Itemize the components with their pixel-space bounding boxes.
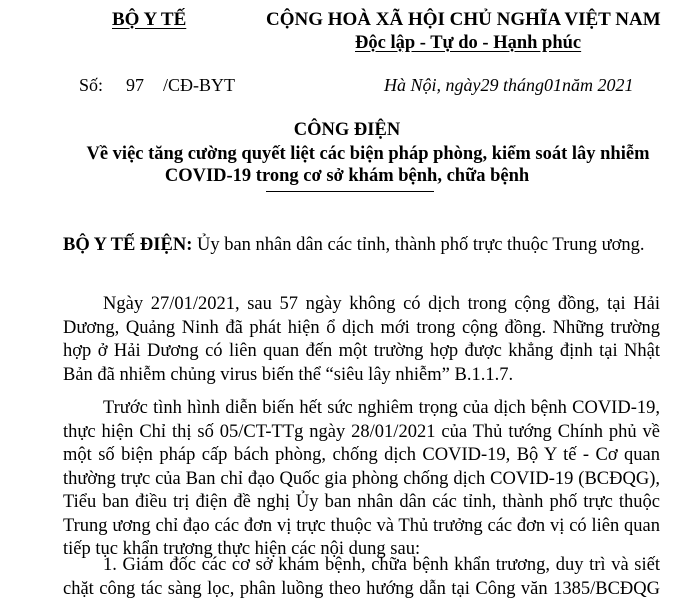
recipient-label: BỘ Y TẾ ĐIỆN: xyxy=(63,235,193,255)
document-type: CÔNG ĐIỆN xyxy=(293,120,401,140)
paragraph-2-line: Trước tình hình diễn biến hết sức nghiêm trọng của dịch bệnh COVID-19, xyxy=(103,398,660,418)
paragraph-2-line: thực hiện Chỉ thị số 05/CT-TTg ngày 28/01/2021 của Thủ tướng Chính phủ về xyxy=(63,421,660,442)
document-number xyxy=(79,75,235,96)
paragraph-1 xyxy=(63,293,660,387)
doc-number-code: /CĐ-BYT xyxy=(163,75,236,95)
national-motto: Độc lập - Tự do - Hạnh phúc xyxy=(355,33,582,53)
paragraph-1-line: Dương, Quảng Ninh đã phát hiện ổ dịch mới trong cộng đồng. Những trường xyxy=(63,317,660,338)
paragraph-1-line: hợp ở Hải Dương có liên quan đến một trường hợp được khẳng định tại Nhật xyxy=(63,341,660,361)
title-divider xyxy=(266,191,434,192)
paragraph-1-line: Bản đã nhiễm chủng virus biến thể “siêu lây nhiễm” B.1.1.7. xyxy=(63,364,514,385)
recipient-text: Ủy ban nhân dân các tỉnh, thành phố trực thuộc Trung ương. xyxy=(192,235,645,255)
paragraph-1-line: Ngày 27/01/2021, sau 57 ngày không có dịch trong cộng đồng, tại Hải xyxy=(103,294,660,314)
subject-line-2: COVID-19 trong cơ sở khám bệnh, chữa bệnh xyxy=(164,166,530,186)
place-date: Hà Nội, ngày29 tháng01năm 2021 xyxy=(384,75,634,95)
national-title: CỘNG HOÀ XÃ HỘI CHỦ NGHĨA VIỆT NAM xyxy=(266,9,661,30)
paragraph-2-line: một số biện pháp cấp bách phòng, chống dịch COVID-19, Bộ Y tế - Cơ quan xyxy=(63,445,660,465)
paragraph-2 xyxy=(63,397,660,562)
paragraph-2-line: thường trực của Ban chỉ đạo Quốc gia phòng chống dịch COVID-19 (BCĐQG), xyxy=(63,468,660,489)
doc-number-value: 97 xyxy=(126,75,145,95)
paragraph-2-line: Trung ương chỉ đạo các đơn vị trực thuộc và Thủ trưởng các đơn vị có liên quan xyxy=(63,515,660,536)
paragraph-3 xyxy=(63,554,660,601)
paragraph-2-line: Tiểu ban điều trị điện đề nghị Ủy ban nhân dân các tỉnh, thành phố trực thuộc xyxy=(63,492,660,512)
paragraph-3-line: 1. Giám đốc các cơ sở khám bệnh, chữa bệnh khẩn trương, duy trì và siết xyxy=(103,555,660,575)
doc-number-prefix: Số: xyxy=(79,75,104,95)
paragraph-2-line: tiếp tục khẩn trương thực hiện các nội dung sau: xyxy=(63,539,421,559)
paragraph-3-line: chặt công tác sàng lọc, phân luồng theo hướng dẫn tại Công văn 1385/BCĐQG xyxy=(63,578,660,599)
subject-line-1: Về việc tăng cường quyết liệt các biện pháp phòng, kiểm soát lây nhiễm xyxy=(86,144,650,164)
recipient-line xyxy=(63,235,645,256)
issuing-org: BỘ Y TẾ xyxy=(112,9,187,30)
